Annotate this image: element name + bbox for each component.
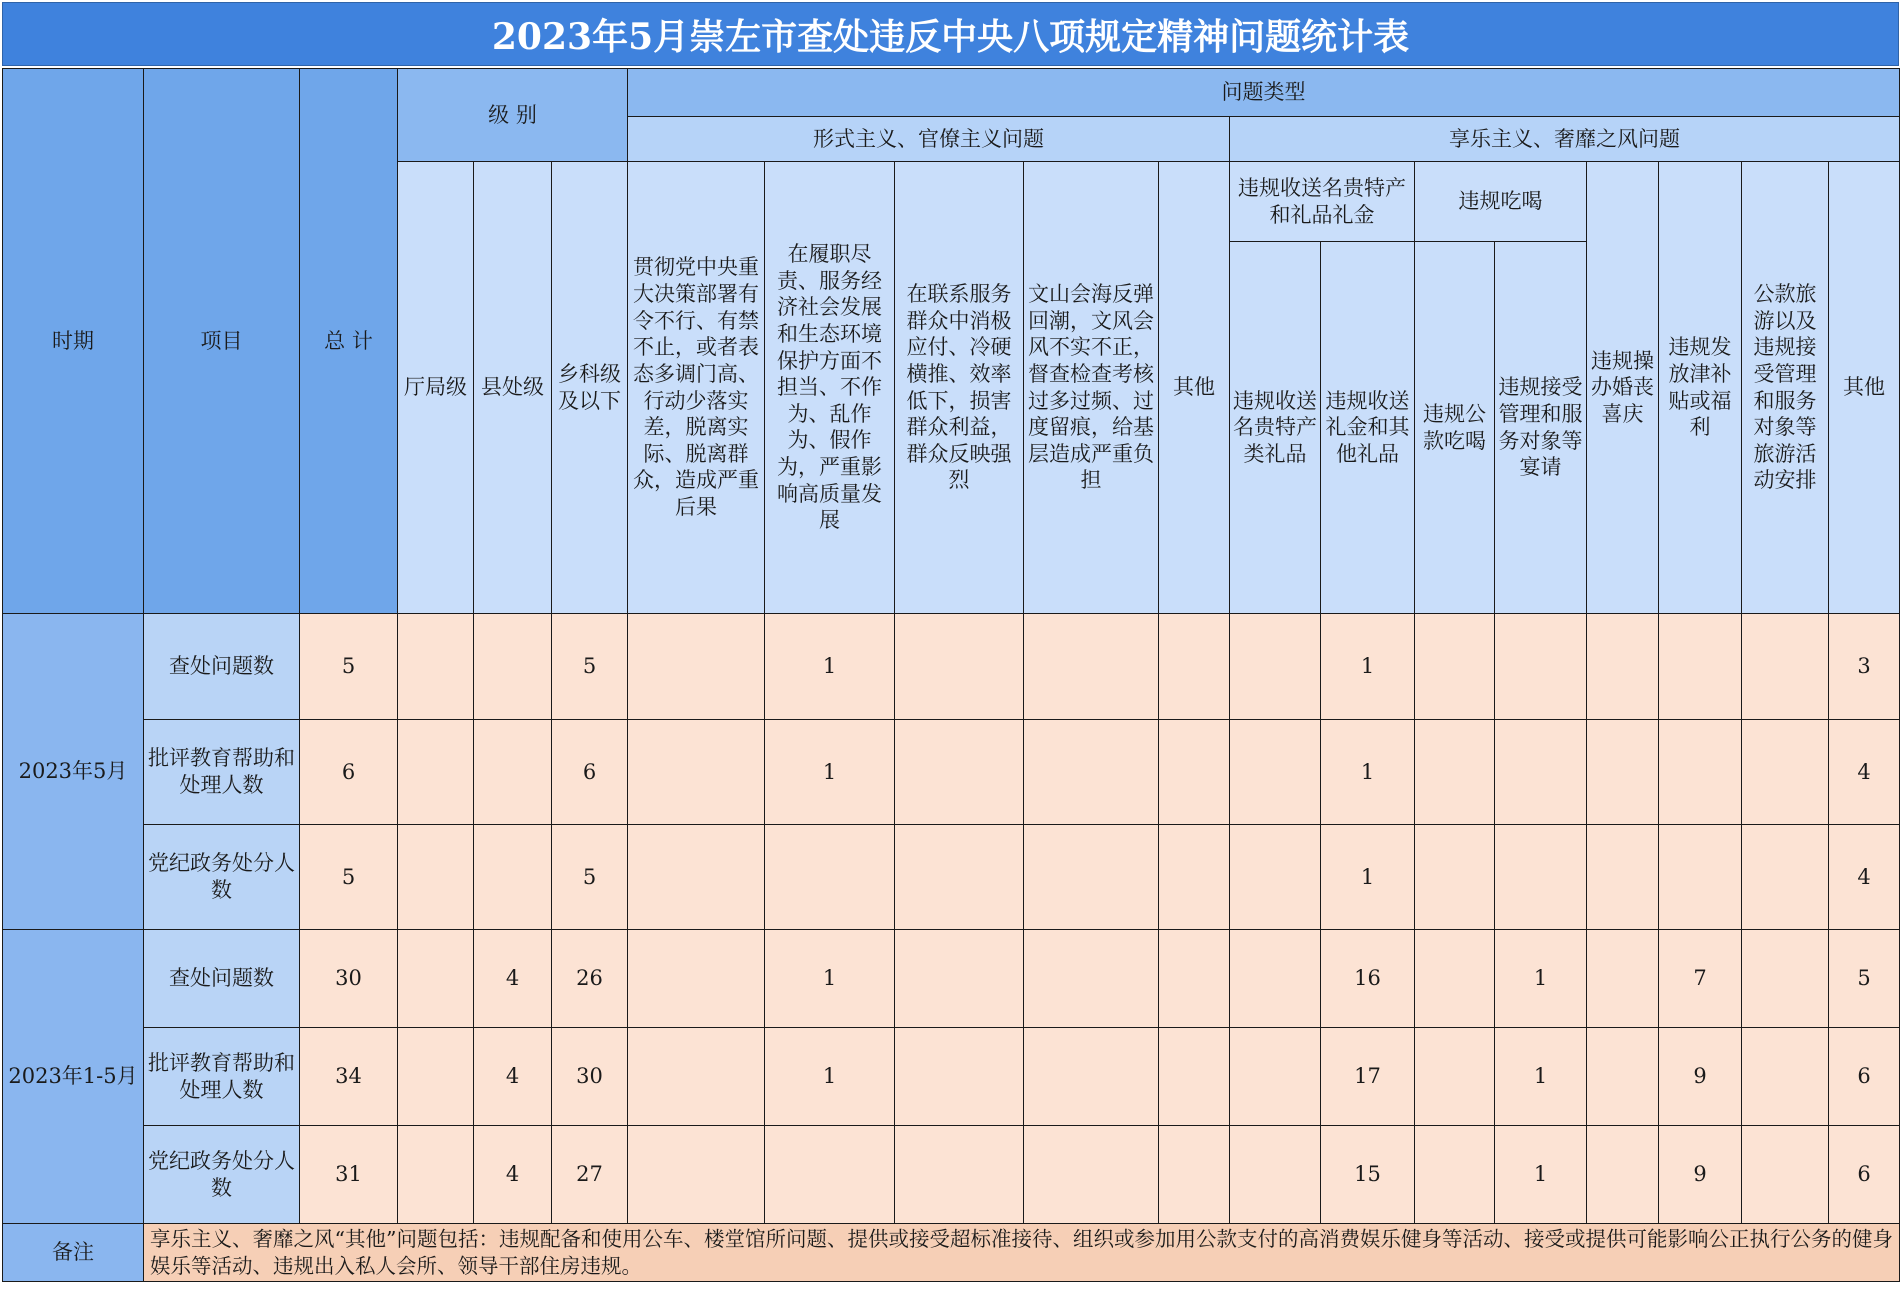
- table-cell: [398, 614, 474, 720]
- header-problem-type: 问题类型: [628, 69, 1900, 117]
- table-cell: 5: [300, 614, 398, 720]
- table-cell: [1024, 1028, 1159, 1126]
- table-cell: [1415, 1028, 1495, 1126]
- table-cell: 27: [552, 1126, 628, 1224]
- table-cell: 1: [765, 1028, 895, 1126]
- table-cell: [628, 1126, 765, 1224]
- table-cell: 6: [1829, 1028, 1900, 1126]
- header-dining-group: 违规吃喝: [1415, 162, 1587, 242]
- table-cell: 30: [552, 1028, 628, 1126]
- table-cell: 31: [300, 1126, 398, 1224]
- table-cell: [628, 825, 765, 930]
- table-cell: [1230, 614, 1321, 720]
- table-cell: [1495, 614, 1587, 720]
- table-cell: [1659, 614, 1742, 720]
- header-travel: 公款旅游以及违规接受管理和服务对象等旅游活动安排: [1742, 162, 1829, 614]
- table-cell: [1587, 1028, 1659, 1126]
- table-cell: [1230, 1126, 1321, 1224]
- table-cell: [1495, 720, 1587, 825]
- table-cell: 1: [1495, 930, 1587, 1028]
- table-row: [3, 1028, 1900, 1126]
- table-cell: 1: [765, 614, 895, 720]
- table-row: [3, 720, 1900, 825]
- table-cell: 5: [300, 825, 398, 930]
- header-allowance: 违规发放津补贴或福利: [1659, 162, 1742, 614]
- header-dining-public: 违规公款吃喝: [1415, 242, 1495, 614]
- table-cell: [628, 1028, 765, 1126]
- header-dining-banquet: 违规接受管理和服务对象等宴请: [1495, 242, 1587, 614]
- table-cell: 7: [1659, 930, 1742, 1028]
- header-wedding-funeral: 违规操办婚丧喜庆: [1587, 162, 1659, 614]
- table-cell: [1587, 930, 1659, 1028]
- table-cell: [895, 825, 1024, 930]
- header-level-xian: 县处级: [474, 162, 552, 614]
- table-cell: [1159, 930, 1230, 1028]
- page-title: 2023年5月崇左市查处违反中央八项规定精神问题统计表: [2, 2, 1899, 66]
- table-cell: [1230, 930, 1321, 1028]
- table-cell: [1024, 720, 1159, 825]
- statistics-table: [2, 68, 1900, 1282]
- table-cell: [895, 1028, 1024, 1126]
- table-cell: [1742, 720, 1829, 825]
- table-cell: 4: [1829, 720, 1900, 825]
- table-cell: [628, 930, 765, 1028]
- table-cell: [1159, 1028, 1230, 1126]
- table-cell: 1: [765, 930, 895, 1028]
- table-cell: 1: [1321, 614, 1415, 720]
- table-cell: [1742, 614, 1829, 720]
- header-gift-group: 违规收送名贵特产和礼品礼金: [1230, 162, 1415, 242]
- row-label: 查处问题数: [144, 930, 300, 1028]
- table-cell: 6: [300, 720, 398, 825]
- table-cell: 3: [1829, 614, 1900, 720]
- table-cell: 17: [1321, 1028, 1415, 1126]
- note-text: 享乐主义、奢靡之风“其他”问题包括：违规配备和使用公车、楼堂馆所问题、提供或接受超标准接待、组织或参加用公款支付的高消费娱乐健身等活动、接受或提供可能影响公正执行公务的健身娱乐等活动、违规出入私人会所、领导干部住房违规。: [144, 1224, 1900, 1282]
- table-cell: [1024, 1126, 1159, 1224]
- header-level-ting: 厅局级: [398, 162, 474, 614]
- table-cell: [1230, 825, 1321, 930]
- table-cell: 9: [1659, 1126, 1742, 1224]
- table-row: [3, 1126, 1900, 1224]
- table-cell: [1742, 1126, 1829, 1224]
- table-cell: [398, 1126, 474, 1224]
- table-cell: [1415, 614, 1495, 720]
- header-formalism-col-1: 贯彻党中央重大决策部署有令不行、有禁不止，或者表态多调门高、行动少落实差，脱离实际、脱离群众，造成严重后果: [628, 162, 765, 614]
- table-cell: 1: [1321, 720, 1415, 825]
- table-row: [3, 930, 1900, 1028]
- table-cell: 34: [300, 1028, 398, 1126]
- header-gift-cash: 违规收送礼金和其他礼品: [1321, 242, 1415, 614]
- table-cell: [1024, 825, 1159, 930]
- header-formalism-other: 其他: [1159, 162, 1230, 614]
- note-label: 备注: [3, 1224, 144, 1282]
- table-row: [3, 614, 1900, 720]
- table-cell: [474, 720, 552, 825]
- table-cell: 26: [552, 930, 628, 1028]
- table-cell: [398, 720, 474, 825]
- row-label: 查处问题数: [144, 614, 300, 720]
- row-label: 党纪政务处分人数: [144, 825, 300, 930]
- table-cell: [895, 930, 1024, 1028]
- table-cell: 15: [1321, 1126, 1415, 1224]
- table-cell: [398, 1028, 474, 1126]
- table-cell: [1495, 825, 1587, 930]
- table-cell: 1: [1321, 825, 1415, 930]
- table-cell: [1415, 930, 1495, 1028]
- header-item: 项目: [144, 69, 300, 614]
- table-cell: 5: [552, 825, 628, 930]
- note-row: [3, 1224, 1900, 1282]
- table-cell: 6: [552, 720, 628, 825]
- header-level-xiang: 乡科级及以下: [552, 162, 628, 614]
- table-cell: 1: [765, 720, 895, 825]
- table-cell: [1659, 825, 1742, 930]
- row-label: 批评教育帮助和处理人数: [144, 1028, 300, 1126]
- table-cell: [1587, 1126, 1659, 1224]
- table-cell: [398, 825, 474, 930]
- table-cell: [1230, 1028, 1321, 1126]
- table-cell: 30: [300, 930, 398, 1028]
- table-cell: 5: [1829, 930, 1900, 1028]
- table-cell: [1159, 614, 1230, 720]
- row-label: 批评教育帮助和处理人数: [144, 720, 300, 825]
- table-cell: [1742, 930, 1829, 1028]
- table-cell: [1159, 720, 1230, 825]
- table-cell: [628, 614, 765, 720]
- table-cell: [474, 825, 552, 930]
- table-cell: 4: [474, 930, 552, 1028]
- table-cell: 1: [1495, 1028, 1587, 1126]
- table-cell: [1415, 720, 1495, 825]
- header-gift-specialty: 违规收送名贵特产类礼品: [1230, 242, 1321, 614]
- table-cell: [628, 720, 765, 825]
- header-formalism-col-4: 文山会海反弹回潮，文风会风不实不正，督查检查考核过多过频、过度留痕，给基层造成严重负担: [1024, 162, 1159, 614]
- table-cell: [1742, 825, 1829, 930]
- header-total: 总 计: [300, 69, 398, 614]
- table-cell: [1024, 614, 1159, 720]
- table-cell: [1024, 930, 1159, 1028]
- table-cell: [474, 614, 552, 720]
- table-cell: [1587, 720, 1659, 825]
- header-hedonism-group: 享乐主义、奢靡之风问题: [1230, 117, 1900, 162]
- table-cell: 16: [1321, 930, 1415, 1028]
- table-cell: 5: [552, 614, 628, 720]
- table-cell: 6: [1829, 1126, 1900, 1224]
- table-cell: [1415, 825, 1495, 930]
- table-cell: [895, 720, 1024, 825]
- header-hedonism-other: 其他: [1829, 162, 1900, 614]
- table-cell: [1415, 1126, 1495, 1224]
- table-cell: 4: [474, 1126, 552, 1224]
- table-cell: [398, 930, 474, 1028]
- table-cell: [1587, 614, 1659, 720]
- table-cell: [1742, 1028, 1829, 1126]
- table-cell: 1: [1495, 1126, 1587, 1224]
- table-cell: [895, 1126, 1024, 1224]
- header-level-group: 级 别: [398, 69, 628, 162]
- row-label: 党纪政务处分人数: [144, 1126, 300, 1224]
- table-cell: [1159, 825, 1230, 930]
- table-cell: [895, 614, 1024, 720]
- header-formalism-col-2: 在履职尽责、服务经济社会发展和生态环境保护方面不担当、不作为、乱作为、假作为，严重影响高质量发展: [765, 162, 895, 614]
- period-label: 2023年1-5月: [3, 930, 144, 1224]
- table-cell: 9: [1659, 1028, 1742, 1126]
- table-cell: [765, 1126, 895, 1224]
- table-cell: [1159, 1126, 1230, 1224]
- table-row: [3, 825, 1900, 930]
- table-cell: 4: [474, 1028, 552, 1126]
- table-cell: 4: [1829, 825, 1900, 930]
- header-formalism-col-3: 在联系服务群众中消极应付、冷硬横推、效率低下，损害群众利益，群众反映强烈: [895, 162, 1024, 614]
- table-cell: [765, 825, 895, 930]
- table-cell: [1587, 825, 1659, 930]
- table-cell: [1659, 720, 1742, 825]
- header-formalism-group: 形式主义、官僚主义问题: [628, 117, 1230, 162]
- period-label: 2023年5月: [3, 614, 144, 930]
- table-cell: [1230, 720, 1321, 825]
- header-period: 时期: [3, 69, 144, 614]
